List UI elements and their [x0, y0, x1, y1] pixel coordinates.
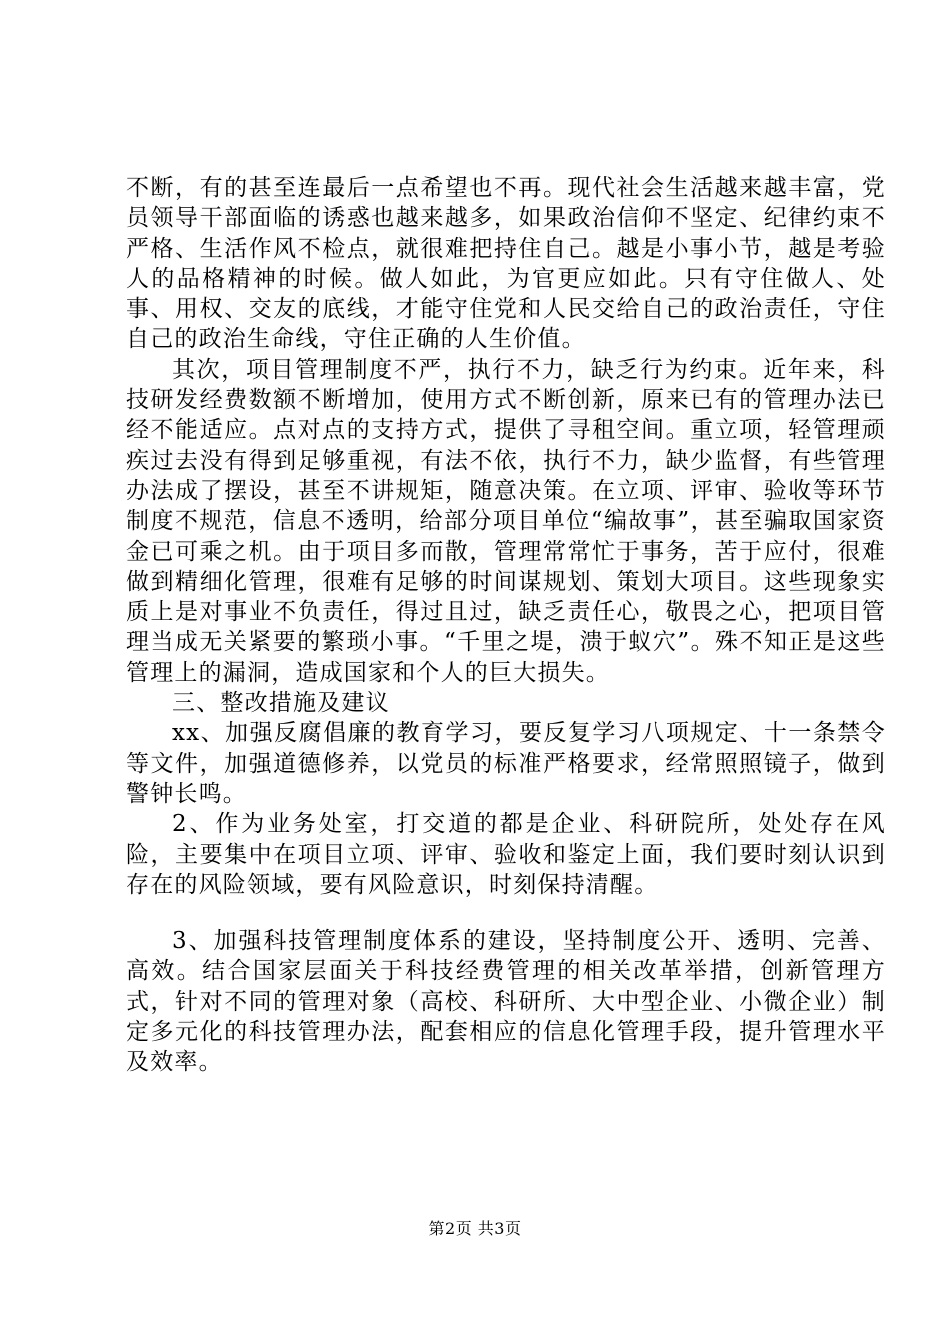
document-body: [126, 173, 886, 1078]
measure-item-1: xx、加强反腐倡廉的教育学习，要反复学习八项规定、十一条禁令等文件，加强道德修养，以党员的标准严格要求，经常照照镜子，做到警钟长鸣。: [126, 720, 886, 807]
section-heading: 三、整改措施及建议: [172, 690, 390, 717]
measure-item-3: 3、加强科技管理制度体系的建设，坚持制度公开、透明、完善、高效。结合国家层面关于科技经费管理的相关改革举措，创新管理方式，针对不同的管理对象（高校、科研所、大中型企业、小微企业）制定多元化的科技管理办法，配套相应的信息化管理手段，提升管理水平及效率。: [126, 928, 886, 1076]
paragraph-continued: 不断，有的甚至连最后一点希望也不再。现代社会生活越来越丰富，党员领导干部面临的诱惑也越来越多，如果政治信仰不坚定、纪律约束不严格、生活作风不检点，就很难把持住自己。越是小事小节，越是考验人的品格精神的时候。做人如此，为官更应如此。只有守住做人、处事、用权、交友的底线，才能守住党和人民交给自己的政治责任，守住自己的政治生命线，守住正确的人生价值。: [126, 175, 886, 353]
paragraph-secondly: 其次，项目管理制度不严，执行不力，缺乏行为约束。近年来，科技研发经费数额不断增加，使用方式不断创新，原来已有的管理办法已经不能适应。点对点的支持方式，提供了寻租空间。重立项，轻管理顽疾过去没有得到足够重视，有法不依，执行不力，缺少监督，有些管理办法成了摆设，甚至不讲规矩，随意决策。在立项、评审、验收等环节制度不规范，信息不透明，给部分项目单位“编故事”，甚至骗取国家资金已可乘之机。由于项目多而散，管理常常忙于事务，苦于应付，很难做到精细化管理，很难有足够的时间谋规划、策划大项目。这些现象实质上是对事业不负责任，得过且过，缺乏责任心，敬畏之心，把项目管理当成无关紧要的繁琐小事。“千里之堤，溃于蚁穴”。殊不知正是这些管理上的漏洞，造成国家和个人的巨大损失。: [126, 356, 886, 686]
measure-item-2: 2、作为业务处室，打交道的都是企业、科研院所，处处存在风险，主要集中在项目立项、评审、验收和鉴定上面，我们要时刻认识到存在的风险领域，要有风险意识，时刻保持清醒。: [126, 811, 886, 898]
page-number-footer: 第2页 共3页: [428, 1219, 522, 1238]
